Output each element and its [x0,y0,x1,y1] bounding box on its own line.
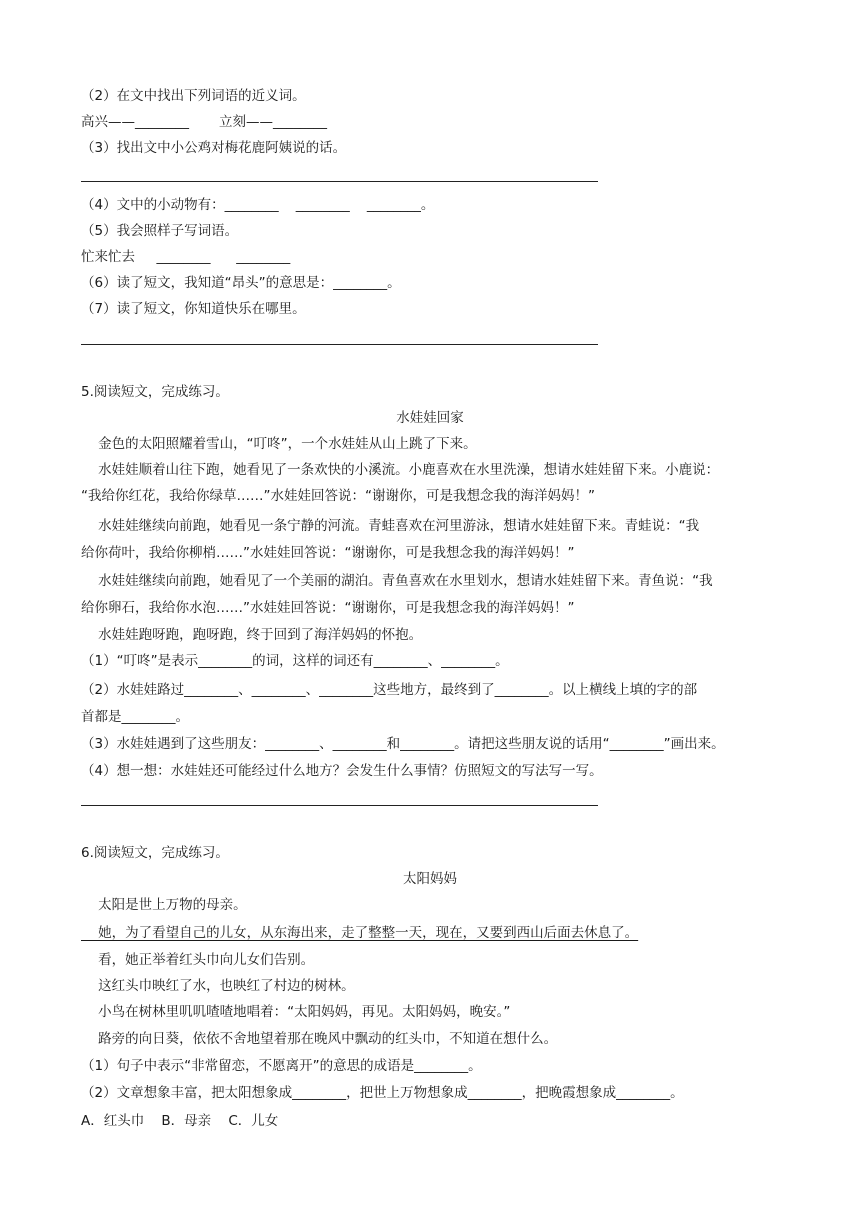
q5-item-2-cont: 首都是________。 [81,709,189,725]
answer-line [81,181,598,182]
q6-underlined-sentence: 她，为了看望自己的儿女，从东海出来，走了整整一天，现在，又要到西山后面去休息了。 [81,925,639,941]
q4-synonym-blanks: 高兴——________ 立刻——________ [81,114,328,130]
q5-paragraph: 水娃娃继续向前跑，她看见了一个美丽的湖泊。青鱼喜欢在水里划水，想请水娃娃留下来。青鱼说：“我 [81,573,713,589]
q4-item-5: （5）我会照样子写词语。 [81,223,239,239]
q5-paragraph: “我给你红花，我给你绿草……”水娃娃回答说：“谢谢你，可是我想念我的海洋妈妈！” [81,488,595,504]
q5-paragraph: 水娃娃顺着山往下跑，她看见了一条欢快的小溪流。小鹿喜欢在水里洗澡，想请水娃娃留下来。小鹿说： [81,462,720,478]
q6-paragraph: 小鸟在树林里叽叽喳喳地唱着：“太阳妈妈，再见。太阳妈妈，晚安。” [81,1004,511,1020]
q5-paragraph: 水娃娃跑呀跑，跑呀跑，终于回到了海洋妈妈的怀抱。 [81,627,423,643]
q4-item-2: （2）在文中找出下列词语的近义词。 [81,88,306,104]
q6-paragraph: 路旁的向日葵，依依不舍地望着那在晚风中飘动的红头巾，不知道在想什么。 [81,1031,558,1047]
q5-heading: 5.阅读短文，完成练习。 [81,384,229,400]
q4-item-4: （4）文中的小动物有：________ ________ ________。 [81,197,435,213]
q4-word-pattern: 忙来忙去 ________ ________ [81,249,291,265]
q6-paragraph: 看，她正举着红头巾向儿女们告别。 [81,952,315,968]
q5-paragraph: 金色的太阳照耀着雪山，“叮咚”，一个水娃娃从山上跳了下来。 [81,436,477,452]
q4-item-3: （3）找出文中小公鸡对梅花鹿阿姨说的话。 [81,140,347,156]
answer-line [81,805,598,806]
q5-item-1: （1）“叮咚”是表示________的词，这样的词还有________、________。 [81,653,509,669]
q6-paragraph: 这红头巾映红了水，也映红了村边的树林。 [81,978,355,994]
q6-paragraph: 太阳是世上万物的母亲。 [81,897,247,913]
q6-passage-title: 太阳妈妈 [403,871,457,887]
q5-item-4: （4）想一想：水娃娃还可能经过什么地方？会发生什么事情？仿照短文的写法写一写。 [81,763,603,779]
q5-paragraph: 水娃娃继续向前跑，她看见一条宁静的河流。青蛙喜欢在河里游泳，想请水娃娃留下来。青蛙说：“我 [81,518,700,534]
q5-passage-title: 水娃娃回家 [396,410,464,426]
q5-paragraph: 给你荷叶，我给你柳梢……”水娃娃回答说：“谢谢你，可是我想念我的海洋妈妈！” [81,545,575,561]
q6-heading: 6.阅读短文，完成练习。 [81,845,229,861]
q6-item-1: （1）句子中表示“非常留恋，不愿离开”的意思的成语是________。 [81,1058,482,1074]
answer-line [81,344,598,345]
q6-options: A．红头巾 B．母亲 C．儿女 [81,1113,279,1129]
q4-item-6: （6）读了短文，我知道“昂头”的意思是：________。 [81,275,401,291]
q4-item-7: （7）读了短文，你知道快乐在哪里。 [81,301,306,317]
q5-item-2: （2）水娃娃路过________、________、________这些地方，最终到了________。以上横线上填的字的部 [81,682,698,698]
q6-item-2: （2）文章想象丰富，把太阳想象成________，把世上万物想象成________，把晚霞想象成________。 [81,1085,684,1101]
q5-paragraph: 给你卵石，我给你水泡……”水娃娃回答说：“谢谢你，可是我想念我的海洋妈妈！” [81,600,575,616]
q5-item-3: （3）水娃娃遇到了这些朋友：________、________和________。请把这些朋友说的话用“________”画出来。 [81,736,725,752]
